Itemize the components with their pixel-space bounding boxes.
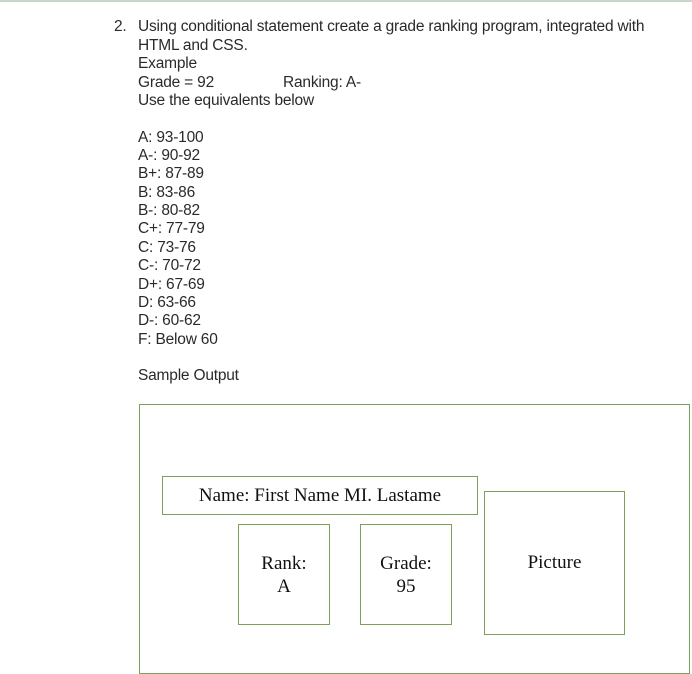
sample-output-label: Sample Output: [138, 367, 239, 385]
equivalent-item: B+: 87-89: [138, 165, 204, 183]
name-text: Name: First Name MI. Lastame: [198, 485, 442, 506]
equivalent-item: D+: 67-69: [138, 275, 205, 293]
equivalents-list: [138, 129, 688, 350]
name-box: [162, 476, 478, 515]
question-number: 2.: [114, 18, 127, 35]
spacer: [138, 111, 688, 129]
question-text-line-2: HTML and CSS.: [138, 36, 248, 54]
equivalent-item: B-: 80-82: [138, 202, 200, 220]
rank-value: A: [277, 576, 291, 597]
question-text-line-1: Using conditional statement create a grade ranking program, integrated with: [138, 18, 645, 35]
equivalent-item: F: Below 60: [138, 330, 218, 348]
top-divider: [0, 0, 692, 2]
picture-box: [484, 491, 625, 635]
equivalent-item: B: 83-86: [138, 183, 195, 201]
equivalent-item: D: 63-66: [138, 294, 196, 312]
instruction-text: Use the equivalents below: [138, 92, 314, 109]
equivalent-item: C-: 70-72: [138, 257, 201, 275]
example-row: [138, 74, 688, 93]
grade-label: Grade:: [380, 553, 432, 574]
equivalent-item: C: 73-76: [138, 238, 196, 256]
equivalent-item: A: 93-100: [138, 128, 204, 146]
grade-value: 95: [396, 576, 416, 597]
equivalent-item: D-: 60-62: [138, 312, 201, 330]
example-label: Example: [138, 55, 197, 72]
example-ranking: Ranking: A-: [283, 73, 361, 91]
equivalent-item: A-: 90-92: [138, 146, 200, 164]
picture-label: Picture: [527, 552, 582, 573]
rank-box: [238, 524, 330, 625]
rank-label: Rank:: [261, 553, 307, 574]
grade-box: [360, 524, 452, 625]
question-block: [138, 18, 688, 386]
spacer: [138, 349, 688, 367]
example-grade: Grade = 92: [138, 73, 214, 91]
equivalent-item: C+: 77-79: [138, 220, 205, 238]
